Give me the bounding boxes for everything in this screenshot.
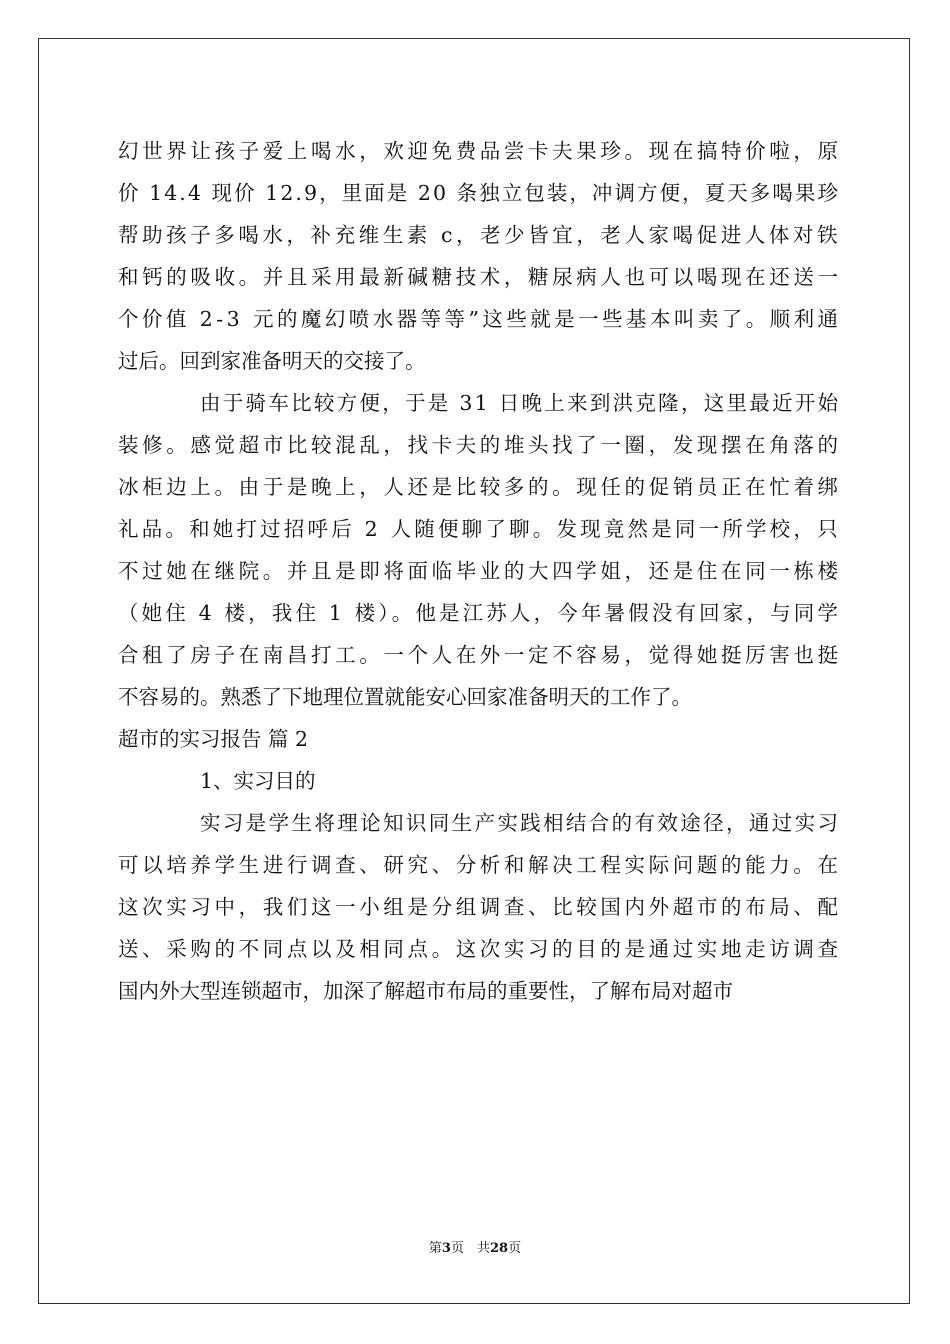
text-line: 礼品。和她打过招呼后 2 人随便聊了聊。发现竟然是同一所学校，只 xyxy=(118,517,841,541)
text-line: 由于骑车比较方便，于是 31 日晚上来到洪克隆，这里最近开始 xyxy=(200,391,841,415)
text-line: 不容易的。熟悉了下地理位置就能安心回家准备明天的工作了。 xyxy=(118,685,692,709)
text-line: 合租了房子在南昌打工。一个人在外一定不容易，觉得她挺厉害也挺 xyxy=(118,643,842,667)
text-line: 帮助孩子多喝水，补充维生素 c，老少皆宜，老人家喝促进人体对铁 xyxy=(118,223,842,247)
text-line: 和钙的吸收。并且采用最新碱糖技术，糖尿病人也可以喝现在还送一 xyxy=(118,265,842,289)
text-line: 价 14.4 现价 12.9，里面是 20 条独立包装，冲调方便，夏天多喝果珍 xyxy=(118,181,841,205)
text-line: 装修。感觉超市比较混乱，找卡夫的堆头找了一圈，发现摆在角落的 xyxy=(118,433,842,457)
footer-total-pages: 28 xyxy=(489,1241,509,1256)
page-footer xyxy=(0,1237,950,1256)
text-line: 幻世界让孩子爱上喝水，欢迎免费品尝卡夫果珍。现在搞特价啦，原 xyxy=(118,139,842,163)
footer-middle: 页 共 xyxy=(450,1241,490,1256)
text-line: 个价值 2-3 元的魔幻喷水器等等”这些就是一些基本叫卖了。顺利通 xyxy=(118,307,842,331)
text-line: 超市的实习报告 篇 2 xyxy=(118,727,309,751)
text-line: 可以培养学生进行调查、研究、分析和解决工程实际问题的能力。在 xyxy=(118,853,842,877)
text-line: 实习是学生将理论知识同生产实践相结合的有效途径，通过实习 xyxy=(200,811,841,835)
text-line: 送、采购的不同点以及相同点。这次实习的目的是通过实地走访调查 xyxy=(118,937,842,961)
text-line: 不过她在继院。并且是即将面临毕业的大四学姐，还是住在同一栋楼 xyxy=(118,559,842,583)
footer-prefix: 第 xyxy=(428,1241,442,1256)
text-line: （她住 4 楼，我住 1 楼）。他是江苏人，今年暑假没有回家，与同学 xyxy=(118,601,842,625)
document-body xyxy=(118,130,842,1012)
footer-suffix: 页 xyxy=(508,1241,522,1256)
text-line: 1、实习目的 xyxy=(200,769,316,793)
footer-current-page: 3 xyxy=(441,1241,451,1256)
text-line: 国内外大型连锁超市，加深了解超市布局的重要性，了解布局对超市 xyxy=(118,979,733,1003)
text-line: 过后。回到家准备明天的交接了。 xyxy=(118,349,426,373)
text-line: 冰柜边上。由于是晚上，人还是比较多的。现任的促销员正在忙着绑 xyxy=(118,475,842,499)
text-line: 这次实习中，我们这一小组是分组调查、比较国内外超市的布局、配 xyxy=(118,895,842,919)
